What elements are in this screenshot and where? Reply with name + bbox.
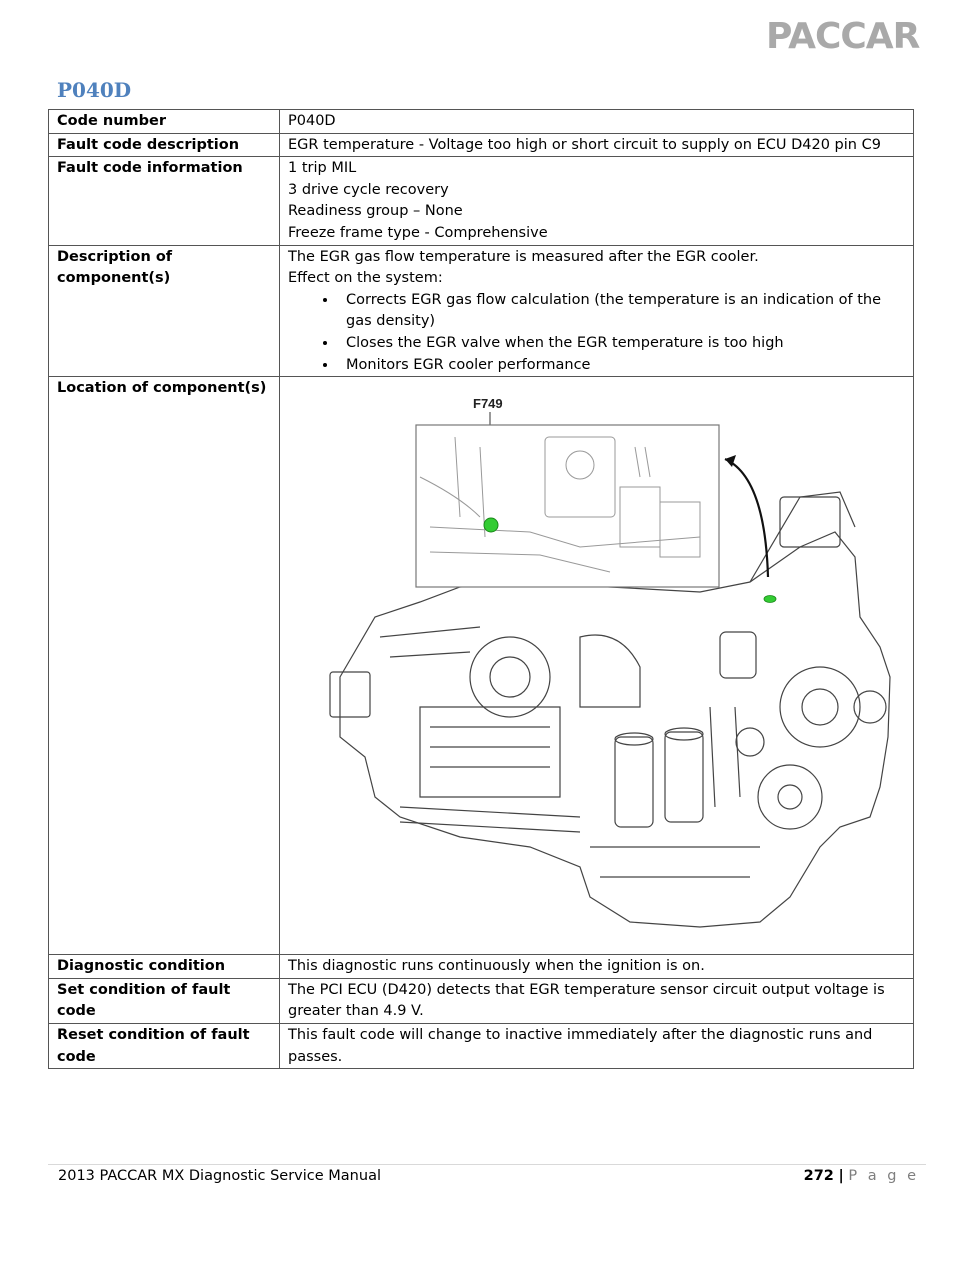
table-row (49, 157, 914, 245)
fault-info-line: 3 drive cycle recovery (288, 181, 449, 198)
effect-heading: Effect on the system: (288, 270, 443, 287)
engine-diagram (280, 377, 914, 954)
diagnostic-condition-value: This diagnostic runs continuously when the ignition is on. (280, 955, 914, 979)
paccar-logo (766, 14, 926, 60)
page-word: P a g e (848, 1168, 919, 1184)
code-number-value: P040D (280, 110, 914, 134)
fault-information-value (280, 157, 914, 245)
fault-description-value: EGR temperature - Voltage too high or short circuit to supply on ECU D420 pin C9 (280, 133, 914, 157)
diagnostic-condition-label: Diagnostic condition (49, 955, 280, 979)
list-item: • Corrects EGR gas flow calculation (the temperature is an indication of the gas density) (338, 290, 905, 333)
fault-info-line: 1 trip MIL (288, 160, 357, 177)
page-separator: | (838, 1168, 844, 1184)
page-title: P040D (57, 78, 132, 102)
component-location-image-cell (280, 377, 914, 955)
component-intro: The EGR gas flow temperature is measured after the EGR cooler. (288, 248, 759, 265)
reset-condition-value: This fault code will change to inactive immediately after the diagnostic runs and passes. (280, 1023, 914, 1068)
table-row (49, 978, 914, 1023)
sensor-location-marker (764, 596, 776, 603)
list-item: • Closes the EGR valve when the EGR temperature is too high (338, 333, 905, 355)
reset-condition-label: Reset condition of fault code (49, 1023, 280, 1068)
list-item: • Monitors EGR cooler performance (338, 355, 905, 377)
fault-information-label: Fault code information (49, 157, 280, 245)
code-number-label: Code number (49, 110, 280, 134)
component-description-value (280, 245, 914, 377)
table-row (49, 245, 914, 377)
fault-description-label: Fault code description (49, 133, 280, 157)
table-row (49, 133, 914, 157)
logo-text: PACCAR (766, 16, 920, 57)
set-condition-value: The PCI ECU (D420) detects that EGR temperature sensor circuit output voltage is greater than 4.9 V. (280, 978, 914, 1023)
component-location-label: Location of component(s) (49, 377, 280, 955)
fault-info-line: Readiness group – None (288, 203, 463, 220)
table-row (49, 1023, 914, 1068)
fault-info-line: Freeze frame type - Comprehensive (288, 224, 548, 241)
effects-list (288, 290, 905, 376)
page-number: 272 (803, 1168, 834, 1184)
sensor-highlight (484, 518, 498, 532)
table-row (49, 377, 914, 955)
footer-divider (48, 1164, 926, 1165)
inset-detail (416, 425, 719, 587)
table-row (49, 955, 914, 979)
set-condition-label: Set condition of fault code (49, 978, 280, 1023)
footer-manual-title: 2013 PACCAR MX Diagnostic Service Manual (58, 1168, 381, 1184)
fault-code-table (48, 109, 914, 1069)
component-description-label: Description of component(s) (49, 245, 280, 377)
table-row (49, 110, 914, 134)
callout-label: F749 (473, 396, 503, 412)
footer-page-info (804, 1168, 919, 1184)
